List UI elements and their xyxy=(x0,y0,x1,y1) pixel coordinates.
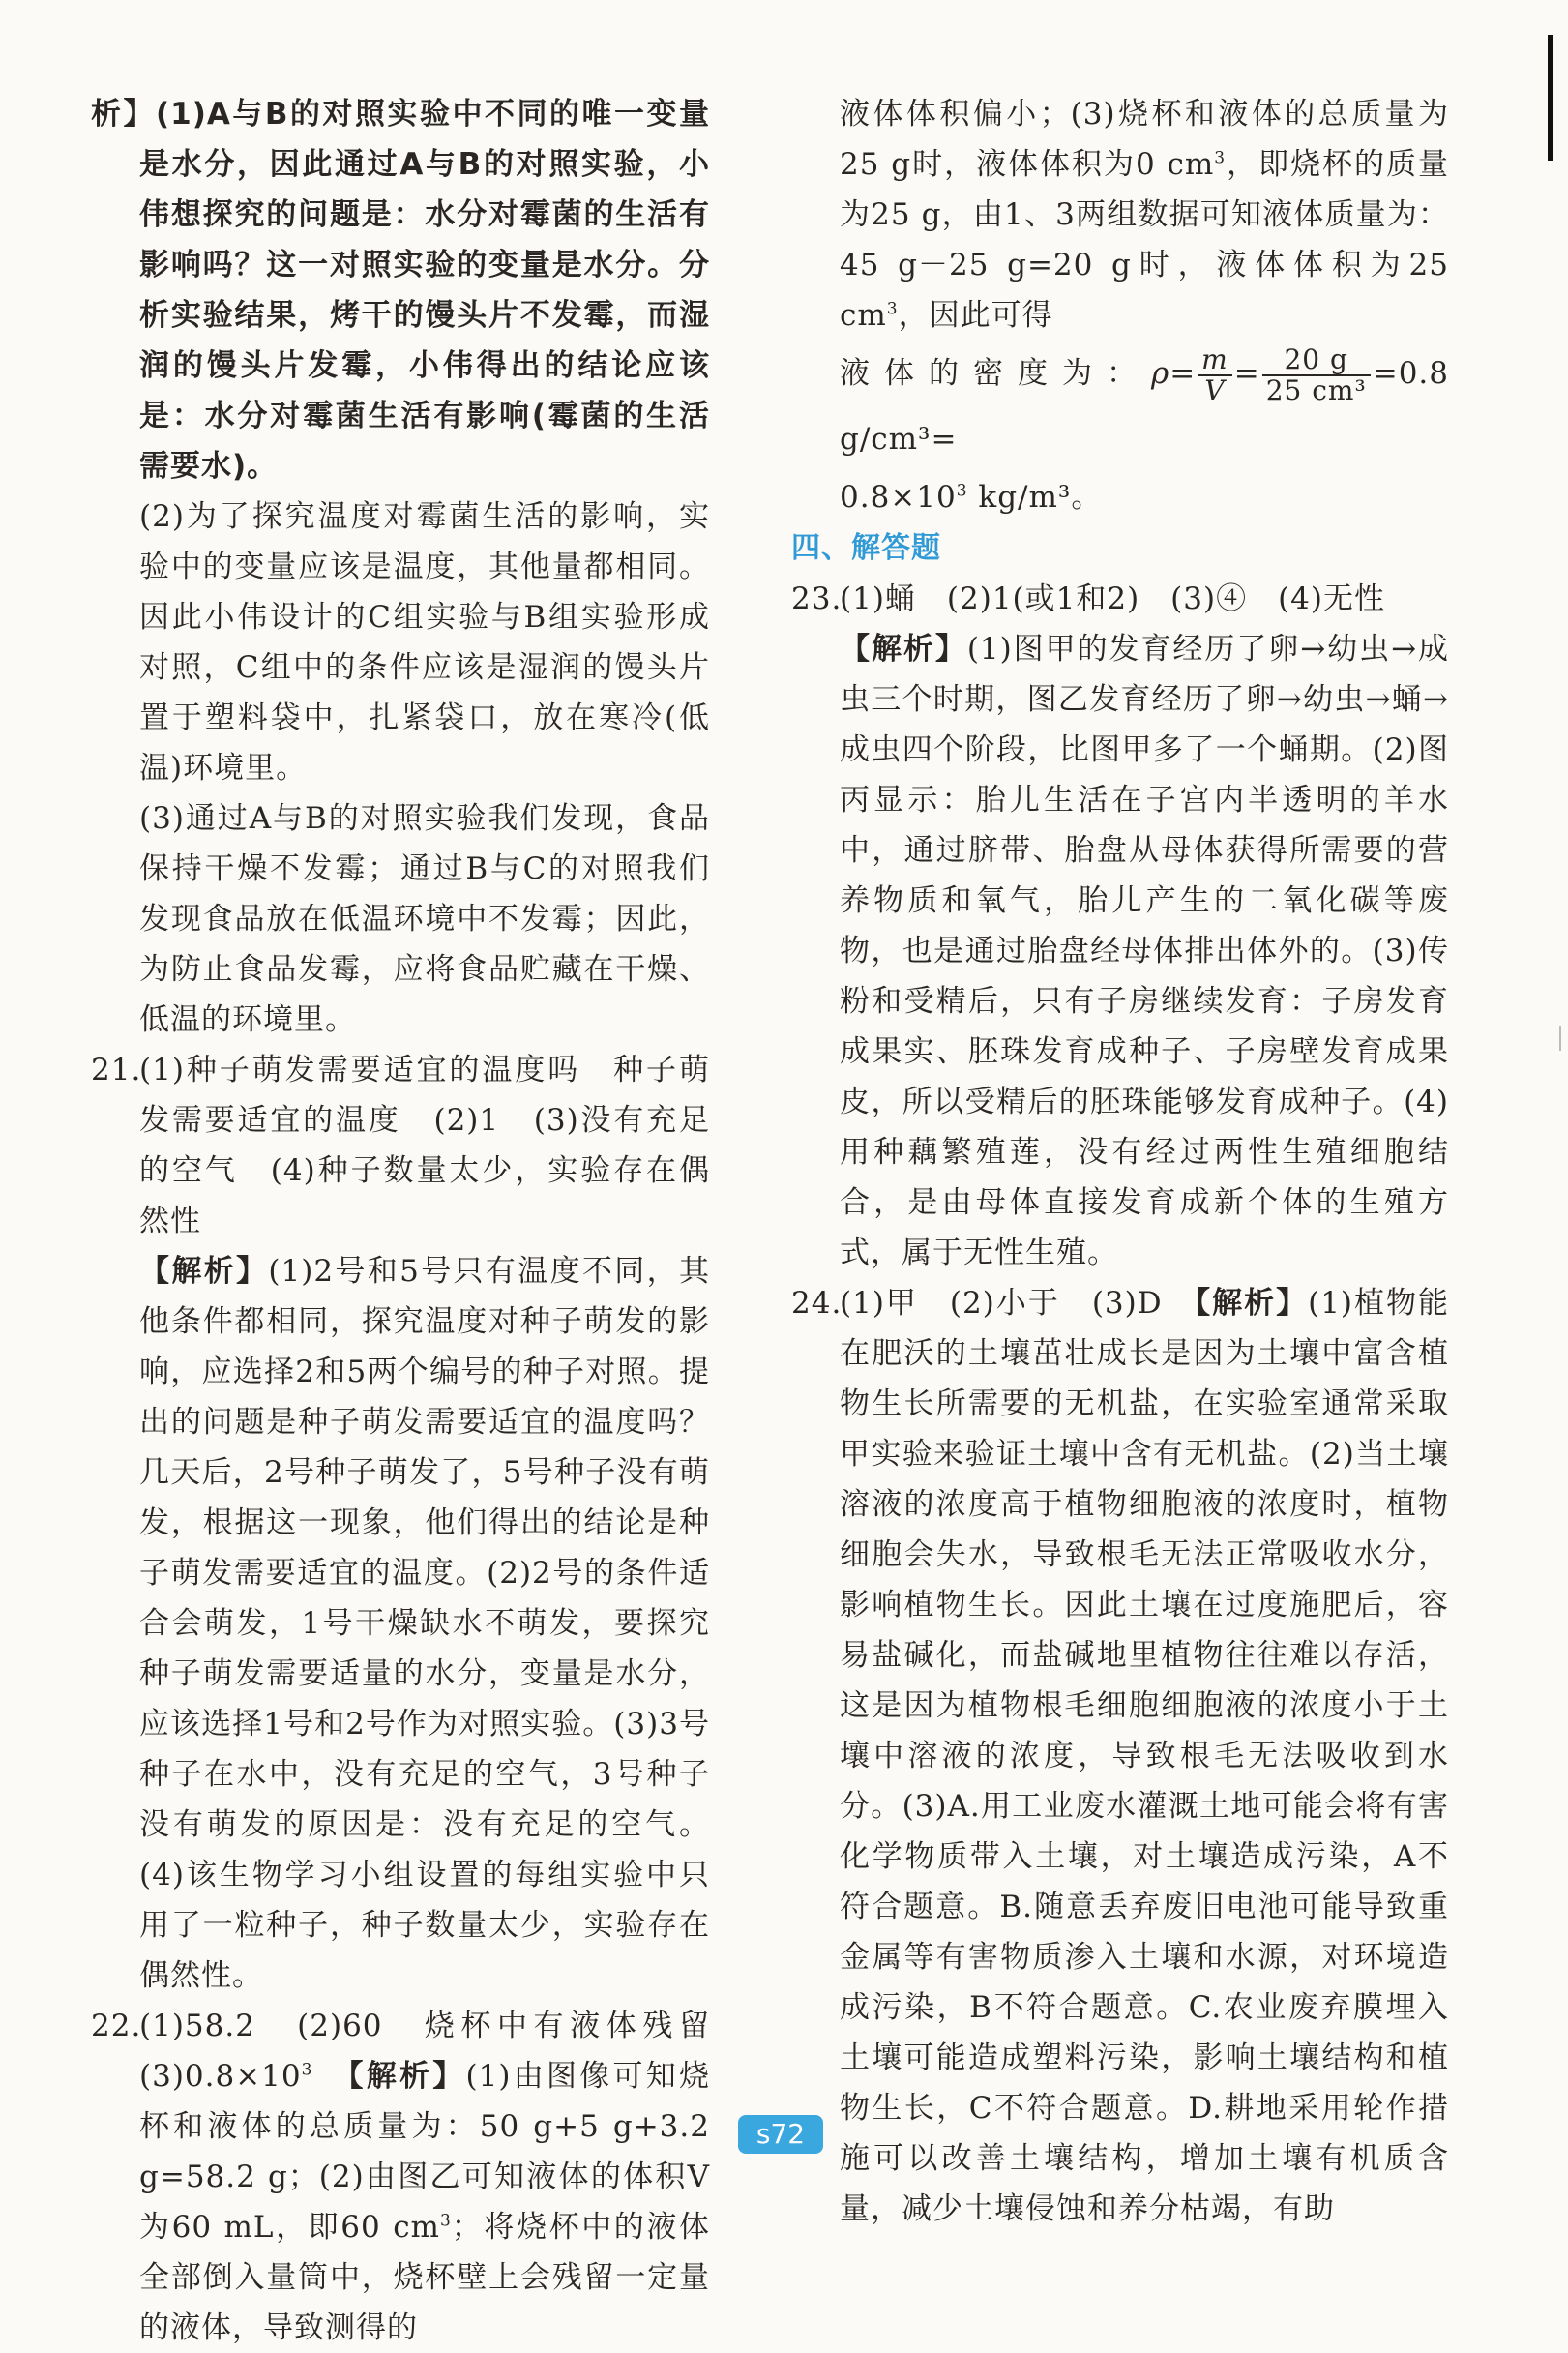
answer-paragraph xyxy=(791,89,1449,341)
formula-result: =0.8 g/cm³= xyxy=(840,356,1449,457)
page-number-badge: s72 xyxy=(738,2115,823,2154)
section-heading xyxy=(791,522,1449,574)
question-number: 21. xyxy=(91,1053,142,1087)
answer-text: (2)为了探究温度对霉菌生活的影响，实验中的变量应该是温度，其他量都相同。因此小伟设计的C组实验与B组实验形成对照，C组中的条件应该是湿润的馒头片置于塑料袋中，扎紧袋口，放在寒冷(低温)环境里。 xyxy=(139,499,710,786)
fraction-numerator: m xyxy=(1198,345,1232,376)
question-23 xyxy=(791,574,1449,1278)
fraction-denominator: V xyxy=(1204,373,1226,406)
answer-paragraph xyxy=(91,89,710,491)
left-column xyxy=(91,89,741,2353)
analysis-text: (1)图甲的发育经历了卵→幼虫→成虫三个时期，图乙发育经历了卵→幼虫→蛹→成虫四个阶段，比图甲多了一个蛹期。(2)图丙显示：胎儿生活在子宫内半透明的羊水中，通过脐带、胎盘从母体获得所需要的营养物质和氧气，胎儿产生的二氧化碳等废物，也是通过胎盘经母体排出体外的。(3)传粉和受精后，只有子房继续发育：子房发育成果实、胚珠发育成种子、子房壁发育成果皮，所以受精后的胚珠能够发育成种子。(4)用种藕繁殖莲，没有经过两性生殖细胞结合，是由母体直接发育成新个体的生殖方式，属于无性生殖。 xyxy=(840,632,1449,1270)
answer-key: (1)种子萌发需要适宜的温度吗 种子萌发需要适宜的温度 (2)1 (3)没有充足的空气 (4)种子数量太少，实验存在偶然性 xyxy=(139,1053,710,1238)
superscript: 3 xyxy=(301,2060,313,2080)
formula-value: 0.8×10 xyxy=(840,480,957,515)
fraction-m-over-v xyxy=(1198,345,1232,405)
superscript: 3 xyxy=(1214,148,1227,168)
question-24 xyxy=(791,1278,1449,2234)
analysis-text: ；将烧杯中的液体全部倒入量筒中，烧杯壁上会残留一定量的液体，导致测得的 xyxy=(139,2210,710,2345)
answer-key: (1)58.2 (2)60 烧杯中有液体残留 (3)0.8×10 xyxy=(139,2009,741,2094)
analysis-text: ，因此可得 xyxy=(898,298,1053,333)
question-number: 23. xyxy=(791,581,843,616)
fraction-denominator: 25 cm³ xyxy=(1265,373,1367,406)
rho-symbol: ρ xyxy=(1150,356,1170,391)
analysis-text: (1)由图像可知烧杯和液体的总质量为：50 g+5 g+3.2 g=58.2 g；(2)由图乙可知液体的体积V为60 mL，即60 cm xyxy=(139,2059,711,2245)
answer-text: (3)通过A与B的对照实验我们发现，食品保持干燥不发霉；通过B与C的对照我们发现食品放在低温环境中不发霉；因此，为防止食品发霉，应将食品贮藏在干燥、低温的环境里。 xyxy=(139,801,710,1037)
analysis-text: (1)2号和5号只有温度不同，其他条件都相同，探究温度对种子萌发的影响，应选择2和5两个编号的种子对照。提出的问题是种子萌发需要适宜的温度吗？几天后，2号种子萌发了，5号种子没有萌发，根据这一现象，他们得出的结论是种子萌发需要适宜的温度。(2)2号的条件适合会萌发，1号干燥缺水不萌发，要探究种子萌发需要适量的水分，变量是水分，应该选择1号和2号作为对照实验。(3)3号种子在水中，没有充足的空气，3号种子没有萌发的原因是：没有充足的空气。(4)该生物学习小组设置的每组实验中只用了一粒种子，种子数量太少，实验存在偶然性。 xyxy=(139,1254,711,1993)
density-formula: 液体的密度为：ρ= $\frac{m}{V}$ = $\frac{20 g}{\text{25 cm³}}$ =0.8 g/cm³= xyxy=(840,343,1449,457)
analysis-tag: 【解析】 xyxy=(139,1254,269,1289)
analysis-text: ，即烧杯的质量为25 g，由1、3两组数据可知液体质量为：45 g－25 g=20 g时，液体体积为25 cm xyxy=(840,147,1449,333)
scan-edge-tick xyxy=(1559,1026,1561,1051)
analysis-text: (1)植物能在肥沃的土壤茁壮成长是因为土壤中富含植物生长所需要的无机盐，在实验室通常采取甲实验来验证土壤中含有无机盐。(2)当土壤溶液的浓度高于植物细胞液的浓度时，植物细胞会失水，导致根毛无法正常吸收水分，影响植物生长。因此土壤在过度施肥后，容易盐碱化，而盐碱地里植物往往难以存活，这是因为植物根毛细胞细胞液的浓度小于土壤中溶液的浓度，导致根毛无法吸收到水分。(3)A.用工业废水灌溉土地可能会将有害化学物质带入土壤，对土壤造成污染，A不符合题意。B.随意丢弃废旧电池可能导致重金属等有害物质渗入土壤和水源，对环境造成污染，B不符合题意。C.农业废弃膜埋入土壤可能造成塑料污染，影响土壤结构和植物生长，C不符合题意。D.耕地采用轮作措施可以改善土壤结构，增加土壤有机质含量，减少土壤侵蚀和养分枯竭，有助 xyxy=(840,1286,1450,2226)
question-22 xyxy=(91,2001,741,2353)
fraction-value xyxy=(1262,345,1371,405)
question-number: 22. xyxy=(91,2009,142,2043)
density-result-line xyxy=(791,472,1449,522)
scan-edge-mark xyxy=(1548,35,1553,161)
analysis-tag: 【解析】 xyxy=(348,2059,466,2094)
answer-key: (1)甲 (2)小于 (3)D xyxy=(840,1286,1163,1321)
fraction-numerator: 20 g xyxy=(1262,345,1371,376)
answer-key: (1)蛹 (2)1(或1和2) (3)④ (4)无性 xyxy=(840,581,1386,616)
right-column xyxy=(791,89,1449,2234)
superscript: 3 xyxy=(886,299,899,319)
formula-unit: kg/m³。 xyxy=(967,480,1103,515)
analysis-tag: 【解析】 xyxy=(1195,1286,1309,1321)
analysis-text: 液体体积偏小；(3)烧杯和液体的总质量为25 g时，液体体积为0 cm xyxy=(840,97,1449,182)
formula-lead: 液体的密度为： xyxy=(840,356,1151,391)
analysis-tag: 【解析】 xyxy=(840,632,967,667)
section-title: 四、解答题 xyxy=(791,531,941,565)
question-21 xyxy=(91,1045,710,2001)
superscript: 3 xyxy=(439,2211,452,2231)
superscript: 3 xyxy=(956,481,968,501)
answer-text: 析】(1)A与B的对照实验中不同的唯一变量是水分，因此通过A与B的对照实验，小伟想探究的问题是：水分对霉菌的生活有影响吗？这一对照实验的变量是水分。分析实验结果，烤干的馒头片不发霉，而湿润的馒头片发霉，小伟得出的结论应该是：水分对霉菌生活有影响(霉菌的生活需要水)。 xyxy=(91,97,710,484)
question-number: 24. xyxy=(791,1286,843,1321)
